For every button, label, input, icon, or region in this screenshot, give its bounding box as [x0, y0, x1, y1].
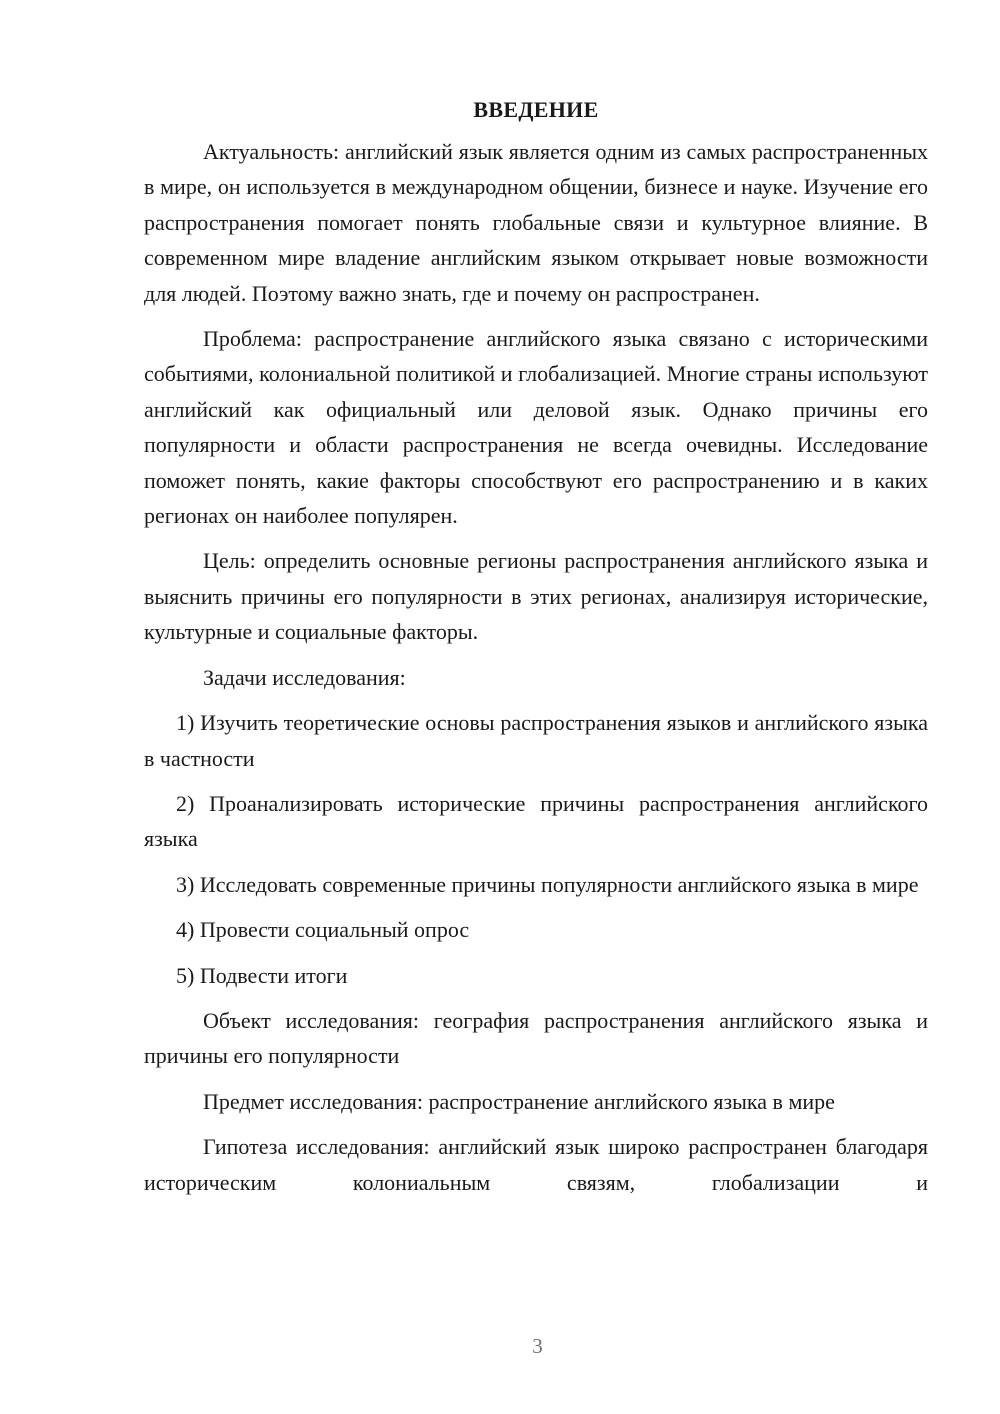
hypothesis-paragraph: Гипотеза исследования: английский язык широко распространен благодаря историческим колониальным связям, глобализации и [144, 1134, 928, 1195]
goal-paragraph: Цель: определить основные регионы распространения английского языка и выяснить причины его популярности в этих регионах, анализируя исторические, культурные и социальные факторы. [144, 548, 928, 645]
page-title: ВВЕДЕНИЕ [473, 97, 599, 122]
task-item-5: 5) Подвести итоги [176, 962, 348, 988]
tasks-heading: Задачи исследования: [203, 664, 406, 690]
relevance-paragraph: Актуальность: английский язык является одним из самых распространенных в мире, он используется в международном общении, бизнесе и науке. Изучение его распространения помогает понять глобальные связи и культурное влияние. В современном мире владение английским языком открывает новые возможности для людей. Поэтому важно знать, где и почему он распространен. [144, 139, 928, 306]
task-item-2: 2) Проанализировать исторические причины распространения английского языка [144, 790, 928, 852]
task-item-3: 3) Исследовать современные причины популярности английского языка в мире [176, 871, 919, 897]
object-paragraph: Объект исследования: география распространения английского языка и причины его популярности [144, 1007, 928, 1069]
subject-paragraph: Предмет исследования: распространение английского языка в мире [203, 1088, 835, 1114]
task-item-4: 4) Провести социальный опрос [176, 917, 470, 943]
problem-paragraph: Проблема: распространение английского языка связано с историческими событиями, колониальной политикой и глобализацией. Многие страны используют английский как официальный или деловой язык. Однако причины его популярности и области распространения не всегда очевидны. Исследование поможет понять, какие факторы способствуют его распространению и в каких регионах он наиболее популярен. [144, 326, 928, 529]
task-item-1: 1) Изучить теоретические основы распространения языков и английского языка в частности [144, 710, 928, 771]
page-number: 3 [532, 1334, 543, 1358]
page-content [144, 96, 928, 1200]
